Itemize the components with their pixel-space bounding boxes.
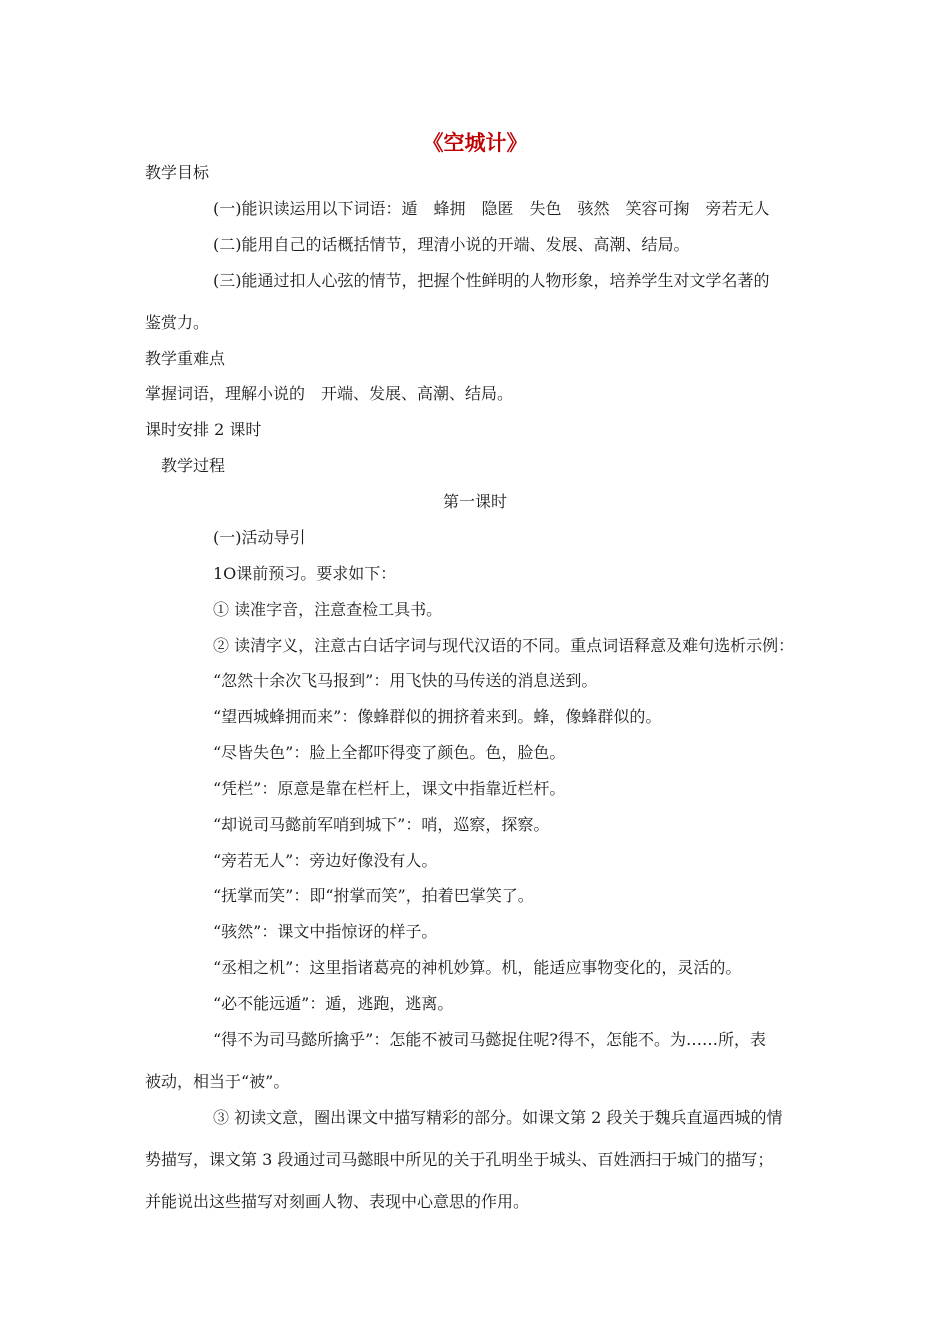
keypoints-text: 掌握词语，理解小说的 开端、发展、高潮、结局。 [145, 384, 514, 403]
gloss-7: “抚掌而笑”：即“拊掌而笑”，拍着巴掌笑了。 [213, 886, 534, 905]
gloss-9: “丞相之机”：这里指诸葛亮的神机妙算。机，能适应事物变化的，灵活的。 [213, 958, 742, 977]
gloss-8: “骇然”：课文中指惊讶的样子。 [213, 922, 438, 941]
objective-1: (一)能识读运用以下词语：遁 蜂拥 隐匿 失色 骇然 笑容可掬 旁若无人 [213, 199, 770, 218]
gloss-2: “望西城蜂拥而来”：像蜂群似的拥挤着来到。蜂，像蜂群似的。 [213, 707, 662, 726]
requirement-3-line-2: 势描写，课文第 3 段通过司马懿眼中所见的关于孔明坐于城头、百姓洒扫于城门的描写； [145, 1150, 774, 1169]
gloss-6: “旁若无人”：旁边好像没有人。 [213, 851, 438, 870]
objective-3-line-2: 鉴赏力。 [145, 313, 210, 332]
requirement-3-line-1: ③ 初读文意，圈出课文中描写精彩的部分。如课文第 2 段关于魏兵直逼西城的情 [213, 1108, 783, 1127]
gloss-11-line-2: 被动，相当于“被”。 [145, 1072, 290, 1091]
requirement-1: ① 读准字音，注意查检工具书。 [213, 600, 443, 619]
lesson-heading: 第一课时 [442, 492, 507, 511]
gloss-11-line-1: “得不为司马懿所擒乎”：怎能不被司马懿捉住呢?得不，怎能不。为……所，表 [213, 1030, 766, 1049]
gloss-4: “凭栏”：原意是靠在栏杆上，课文中指靠近栏杆。 [213, 779, 566, 798]
objective-3-line-1: (三)能通过扣人心弦的情节，把握个性鲜明的人物形象，培养学生对文学名著的 [213, 271, 770, 290]
schedule-text: 课时安排 2 课时 [145, 420, 262, 439]
page-title: 《空城计》 [422, 131, 528, 155]
keypoints-heading: 教学重难点 [145, 349, 226, 368]
requirement-2: ② 读清字义，注意古白话字词与现代汉语的不同。重点词语释意及难句选析示例： [213, 636, 795, 655]
requirement-3-line-3: 并能说出这些描写对刻画人物、表现中心意思的作用。 [145, 1192, 530, 1211]
objectives-heading: 教学目标 [145, 163, 210, 182]
gloss-1: “忽然十余次飞马报到”：用飞快的马传送的消息送到。 [213, 671, 598, 690]
activity-heading: (一)活动导引 [213, 528, 306, 547]
preview-intro: 1O课前预习。要求如下： [213, 564, 397, 583]
gloss-3: “尽皆失色”：脸上全都吓得变了颜色。色，脸色。 [213, 743, 566, 762]
gloss-5: “却说司马懿前军哨到城下”：哨，巡察，探察。 [213, 815, 550, 834]
gloss-10: “必不能远遁”：遁，逃跑，逃离。 [213, 994, 454, 1013]
objective-2: (二)能用自己的话概括情节，理清小说的开端、发展、高潮、结局。 [213, 235, 690, 254]
process-heading: 教学过程 [161, 456, 226, 475]
